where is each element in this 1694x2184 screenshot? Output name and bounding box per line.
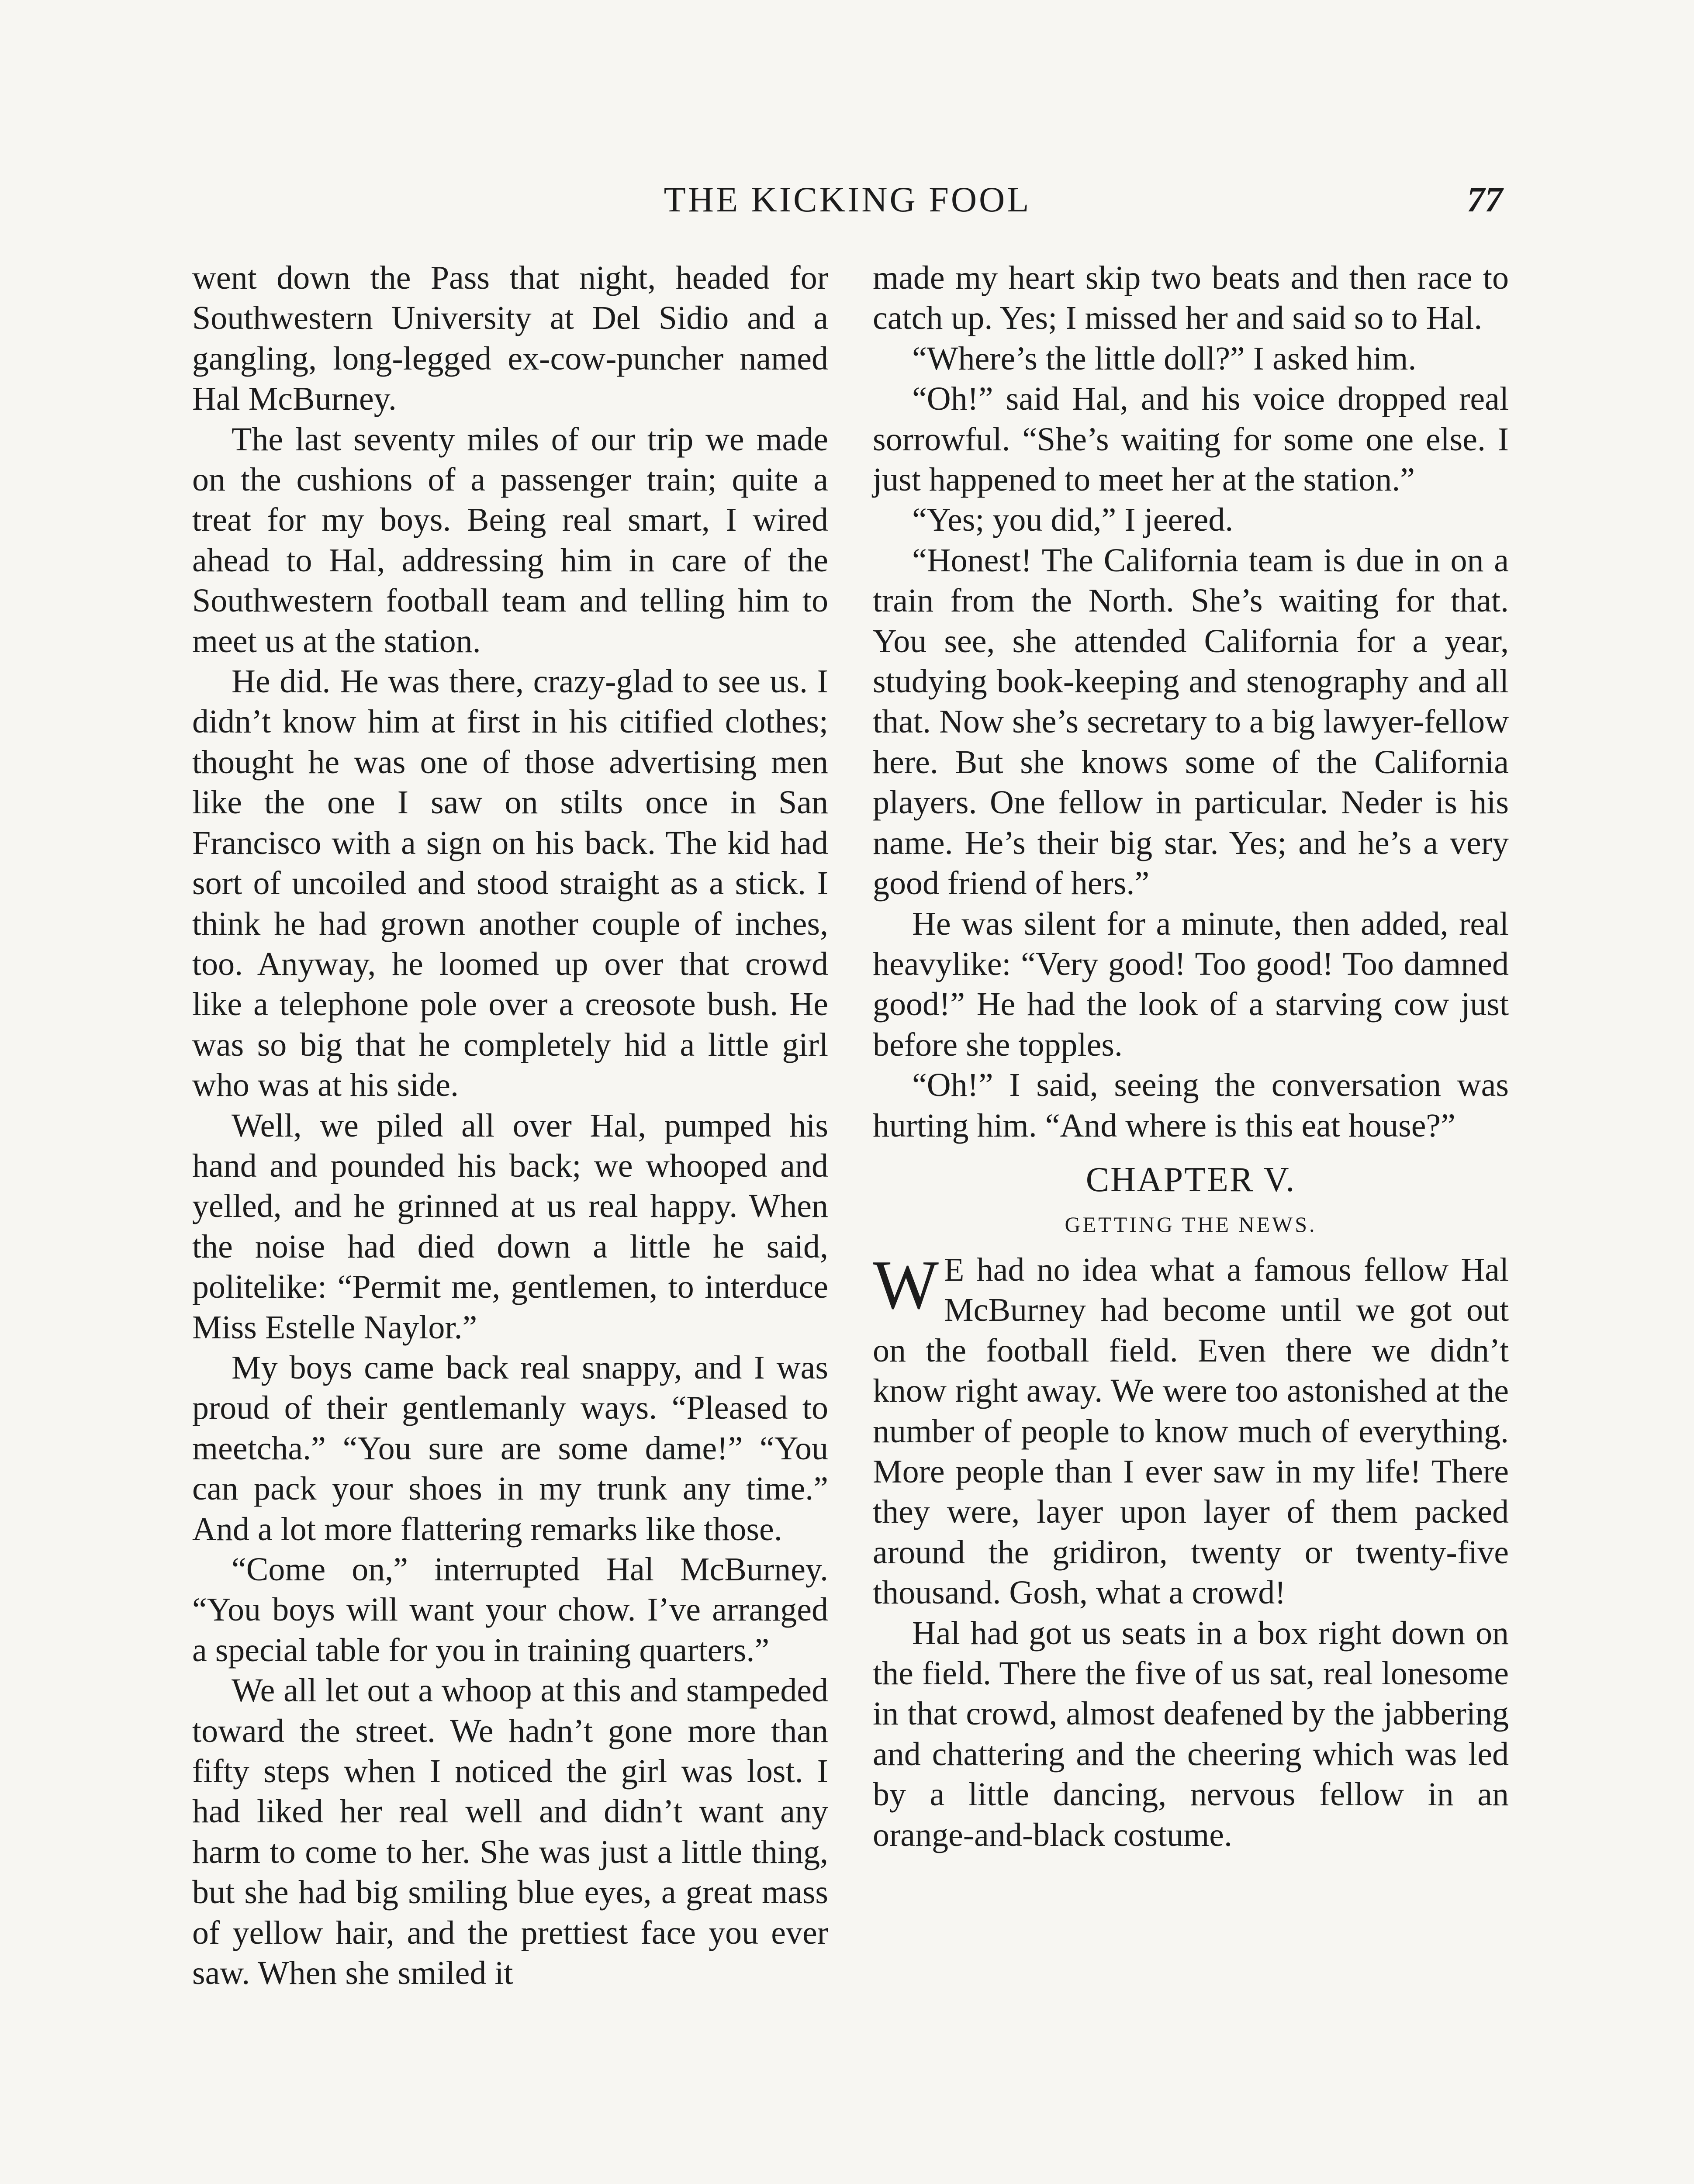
paragraph: “Come on,” interrupted Hal McBurney. “You boys will want your chow. I’ve arranged a special table for you in training quarters.” — [192, 1551, 828, 1669]
page-header — [192, 179, 1503, 227]
paragraph: “Where’s the little doll?” I asked him. — [912, 340, 1417, 377]
drop-cap: W — [873, 1245, 939, 1324]
paragraph: went down the Pass that night, headed for Southwestern University at Del Sidio and a gangling, long-legged ex-cow-puncher named Hal McBurney. — [192, 259, 828, 418]
paragraph: Hal had got us seats in a box right down on the field. There the five of us sat, real lonesome in that crowd, almost deafened by the jabbering and chattering and the cheering which was led by a little dancing, nervous fellow in an orange-and-black costume. — [873, 1614, 1509, 1853]
left-column — [192, 258, 828, 1993]
paragraph: made my heart skip two beats and then race to catch up. Yes; I missed her and said so to Hal. — [873, 259, 1509, 337]
paragraph-text: E had no idea what a famous fellow Hal McBurney had become until we got out on the football field. Even there we didn’t know right away. We were too astonished at the number of people to know much of everything. More people than I ever saw in my life! There they were, layer upon layer of them packed around the gridiron, twenty or twenty-five thousand. Gosh, what a crowd! — [873, 1251, 1509, 1611]
paragraph: “Honest! The California team is due in on a train from the North. She’s waiting for that. You see, she attended California for a year, studying book-keeping and stenography and all that. Now she’s secretary to a big lawyer-fellow here. But she knows some of the California players. One fellow in particular. Neder is his name. He’s their big star. Yes; and he’s a very good friend of hers.” — [873, 542, 1509, 902]
running-title: THE KICKING FOOL — [664, 180, 1031, 219]
paragraph: He did. He was there, crazy-glad to see us. I didn’t know him at first in his citified clothes; thought he was one of those advertising men like the one I saw on stilts once in San Francisco with a sign on his back. The kid had sort of uncoiled and stood straight as a stick. I think he had grown another couple of inches, too. Anyway, he loomed up over that crowd like a telephone pole over a creosote bush. He was so big that he completely hid a little girl who was at his side. — [192, 663, 828, 1104]
paragraph: “Oh!” said Hal, and his voice dropped real sorrowful. “She’s waiting for some one else. I just happened to meet her at the station.” — [873, 380, 1509, 498]
paragraph: “Yes; you did,” I jeered. — [912, 501, 1234, 539]
paragraph: My boys came back real snappy, and I was proud of their gentlemanly ways. “Pleased to meetcha.” “You sure are some dame!” “You can pack your shoes in my trunk any time.” And a lot more flattering remarks like those. — [192, 1349, 828, 1548]
page-number: 77 — [1467, 180, 1503, 219]
paragraph: Well, we piled all over Hal, pumped his hand and pounded his back; we whooped and yelled, and he grinned at us real happy. When the noise had died down a little he said, politelike: “Permit me, gentlemen, to interduce Miss Estelle Naylor.” — [192, 1107, 828, 1346]
paragraph: We all let out a whoop at this and stampeded toward the street. We hadn’t gone more than fifty steps when I noticed the girl was lost. I had liked her real well and didn’t want any harm to come to her. She was just a little thing, but she had big smiling blue eyes, a great mass of yellow hair, and the prettiest face you ever saw. When she smiled it — [192, 1672, 828, 1992]
chapter-subtitle: GETTING THE NEWS. — [1065, 1212, 1317, 1237]
chapter-opening-paragraph — [873, 1245, 1509, 1613]
paragraph: The last seventy miles of our trip we made on the cushions of a passenger train; quite a treat for my boys. Being real smart, I wired ahead to Hal, addressing him in care of the Southwestern football team and telling him to meet us at the station. — [192, 421, 828, 660]
chapter-title: CHAPTER V. — [1086, 1160, 1296, 1199]
paragraph: “Oh!” I said, seeing the conversation was hurting him. “And where is this eat house?” — [873, 1067, 1509, 1144]
right-column — [873, 258, 1509, 1855]
paragraph: He was silent for a minute, then added, real heavylike: “Very good! Too good! Too damned good!” He had the look of a starving cow just before she topples. — [873, 905, 1509, 1063]
